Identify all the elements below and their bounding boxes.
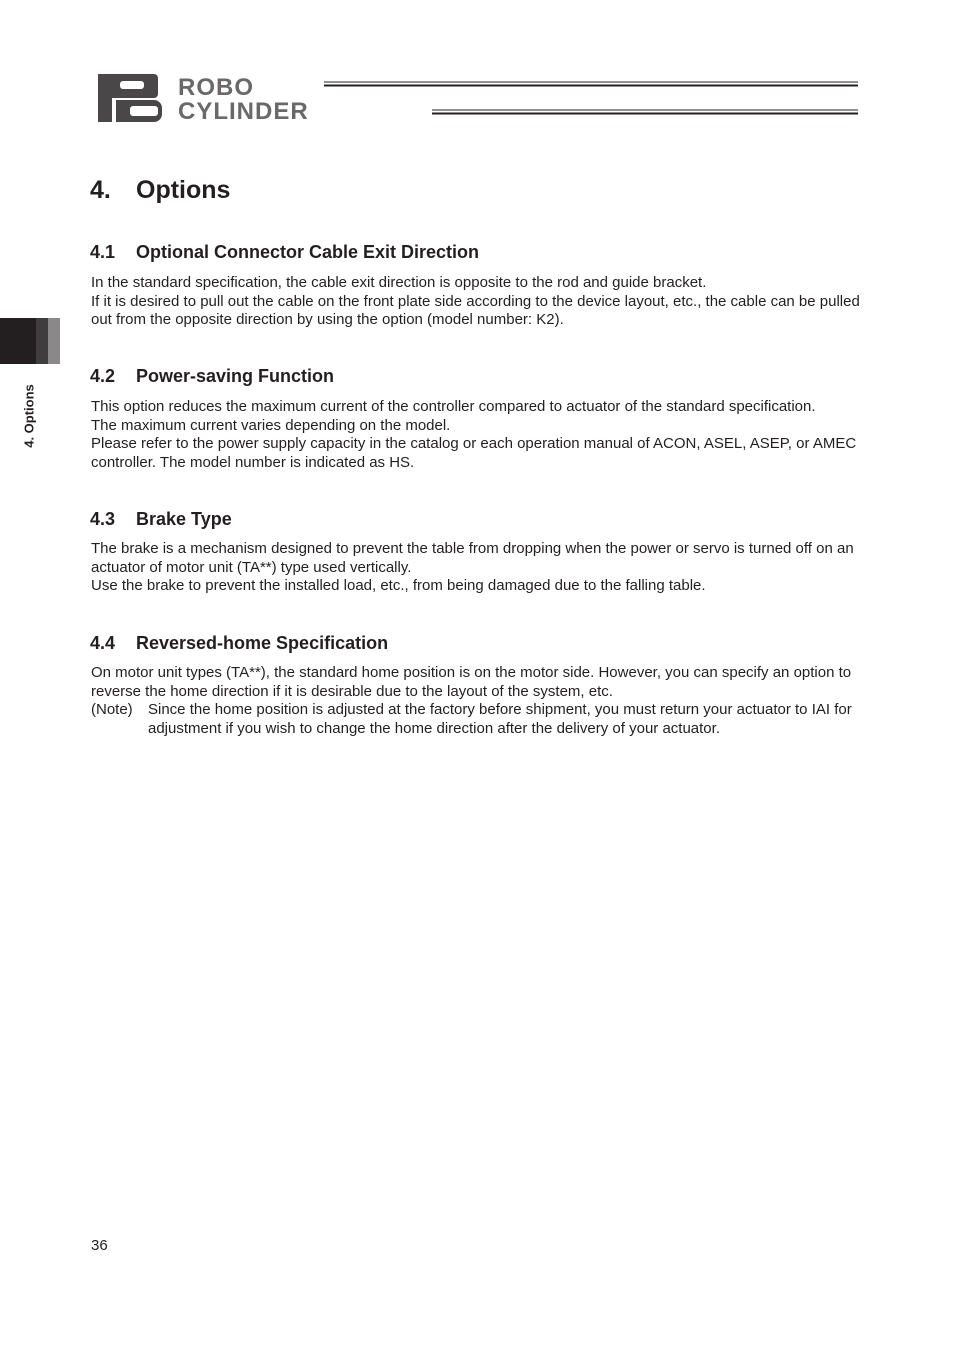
section-title-text: Power-saving Function: [136, 366, 335, 386]
note-label: (Note): [91, 701, 133, 719]
paragraph: The brake is a mechanism designed to prevent the table from dropping when the power or servo is turned off on an actuator of motor unit (TA**) type used vertically.: [91, 540, 854, 576]
note-text: Since the home position is adjusted at the factory before shipment, you must return your actuator to IAI for adjustment if you wish to change the home direction after the delivery of your actuator.: [148, 701, 852, 737]
section-4-1-title: [90, 242, 479, 263]
note-block: [91, 701, 881, 738]
paragraph: This option reduces the maximum current of the controller compared to actuator of the standard specification.: [91, 398, 816, 415]
paragraph: The maximum current varies depending on the model.: [91, 416, 451, 434]
section-number: 4.1: [90, 242, 116, 262]
section-4-3-body: [91, 540, 881, 596]
chapter-title-text: Options: [136, 176, 231, 204]
section-title-text: Optional Connector Cable Exit Direction: [136, 242, 480, 262]
section-number: 4.3: [90, 509, 116, 529]
section-4-3-title: [90, 509, 232, 530]
side-tab-gray-block: [36, 318, 48, 364]
logo-word-robo: ROBO: [178, 74, 254, 101]
paragraph: If it is desired to pull out the cable on the front plate side according to the device layout, etc., the cable can be pulled out from the opposite direction by using the option (model number: K2).: [91, 292, 860, 329]
header-rule-lines: [324, 82, 858, 114]
section-4-1-body: [91, 274, 881, 330]
chapter-side-tab: [0, 318, 60, 364]
section-4-2-title: [90, 366, 334, 387]
paragraph: On motor unit types (TA**), the standard home position is on the motor side. However, you can specify an option to reverse the home direction if it is desirable due to the layout of the system, etc.: [91, 664, 852, 700]
section-number: 4.2: [90, 366, 116, 386]
side-tab-light-block: [48, 318, 60, 364]
robo-cylinder-logo: [96, 72, 860, 126]
side-tab-label: 4. Options: [21, 384, 37, 448]
section-number: 4.4: [90, 633, 116, 653]
logo-word-cylinder: CYLINDER: [178, 98, 309, 125]
section-title-text: Reversed-home Specification: [136, 633, 389, 653]
section-4-4-body: [91, 664, 881, 738]
section-4-2-body: [91, 398, 881, 472]
chapter-number: 4.: [90, 176, 111, 204]
section-title-text: Brake Type: [136, 509, 232, 529]
section-4-4-title: [90, 633, 388, 654]
chapter-title: [90, 176, 230, 205]
side-tab-dark-block: [0, 318, 36, 364]
page-number: 36: [91, 1237, 108, 1254]
paragraph: Please refer to the power supply capacity in the catalog or each operation manual of ACON, ASEL, ASEP, or AMEC controller. The model number is indicated as HS.: [91, 435, 857, 471]
logo-graphic: [96, 72, 860, 126]
paragraph: In the standard specification, the cable exit direction is opposite to the rod and guide bracket.: [91, 274, 707, 291]
paragraph: Use the brake to prevent the installed load, etc., from being damaged due to the falling table.: [91, 577, 706, 595]
